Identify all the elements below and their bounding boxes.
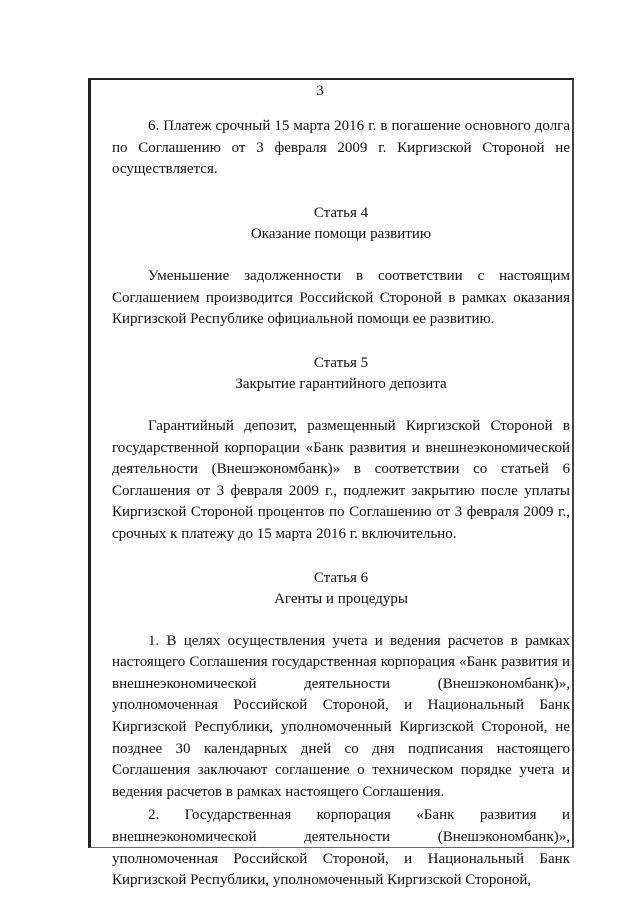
article-4-title: Статья 4 — [313, 204, 369, 221]
article-6-subtitle: Агенты и процедуры — [274, 591, 408, 608]
document-body — [112, 116, 570, 892]
article-4 — [112, 203, 570, 331]
article-6-item-1: 1. В целях осуществления учета и ведения расчетов в рамках настоящего Соглашения государственная корпорация «Банк развития и внешнеэкономической деятельности (Внешэкономбанк)», уполномоченная Российской Стороной, и Национальный Банк Киргизской Республики, уполномоченный Киргизской Стороной, не позднее 30 календарных дней со дня подписания настоящего Соглашения заключают соглашение о техническом порядке учета и ведения расчетов в рамках настоящего Соглашения. — [112, 632, 570, 800]
paragraph-6: 6. Платеж срочный 15 марта 2016 г. в погашение основного долга по Соглашению от 3 февраля 2009 г. Киргизской Стороной не осуществляется. — [112, 118, 570, 178]
article-5 — [112, 353, 570, 546]
article-5-text: Гарантийный депозит, размещенный Киргизской Стороной в государственной корпорации «Банк развития и внешнеэкономической деятельности (Внешэкономбанк)» в соответствии со статьей 6 Соглашения от 3 февраля 2009 г., подлежит закрытию после уплаты Киргизской Стороной процентов по Соглашению от 3 февраля 2009 г., срочных к платежу до 15 марта 2016 г. включительно. — [112, 417, 570, 542]
article-5-title: Статья 5 — [313, 354, 369, 371]
article-4-subtitle: Оказание помощи развитию — [250, 226, 432, 243]
article-5-subtitle: Закрытие гарантийного депозита — [235, 376, 447, 393]
article-6-title: Статья 6 — [313, 569, 369, 586]
article-6 — [112, 568, 570, 892]
page-number: 3 — [316, 83, 324, 99]
article-4-text: Уменьшение задолженности в соответствии с настоящим Соглашением производится Российской Стороной в рамках оказания Киргизской Республике официальной помощи ее развитию. — [112, 267, 570, 328]
article-6-item-2: 2. Государственная корпорация «Банк развития и внешнеэкономической деятельности (Внешэкономбанк)», уполномоченная Российской Стороной, и Национальный Банк Киргизской Республики, уполномоченный Киргизской Стороной, — [112, 807, 570, 889]
